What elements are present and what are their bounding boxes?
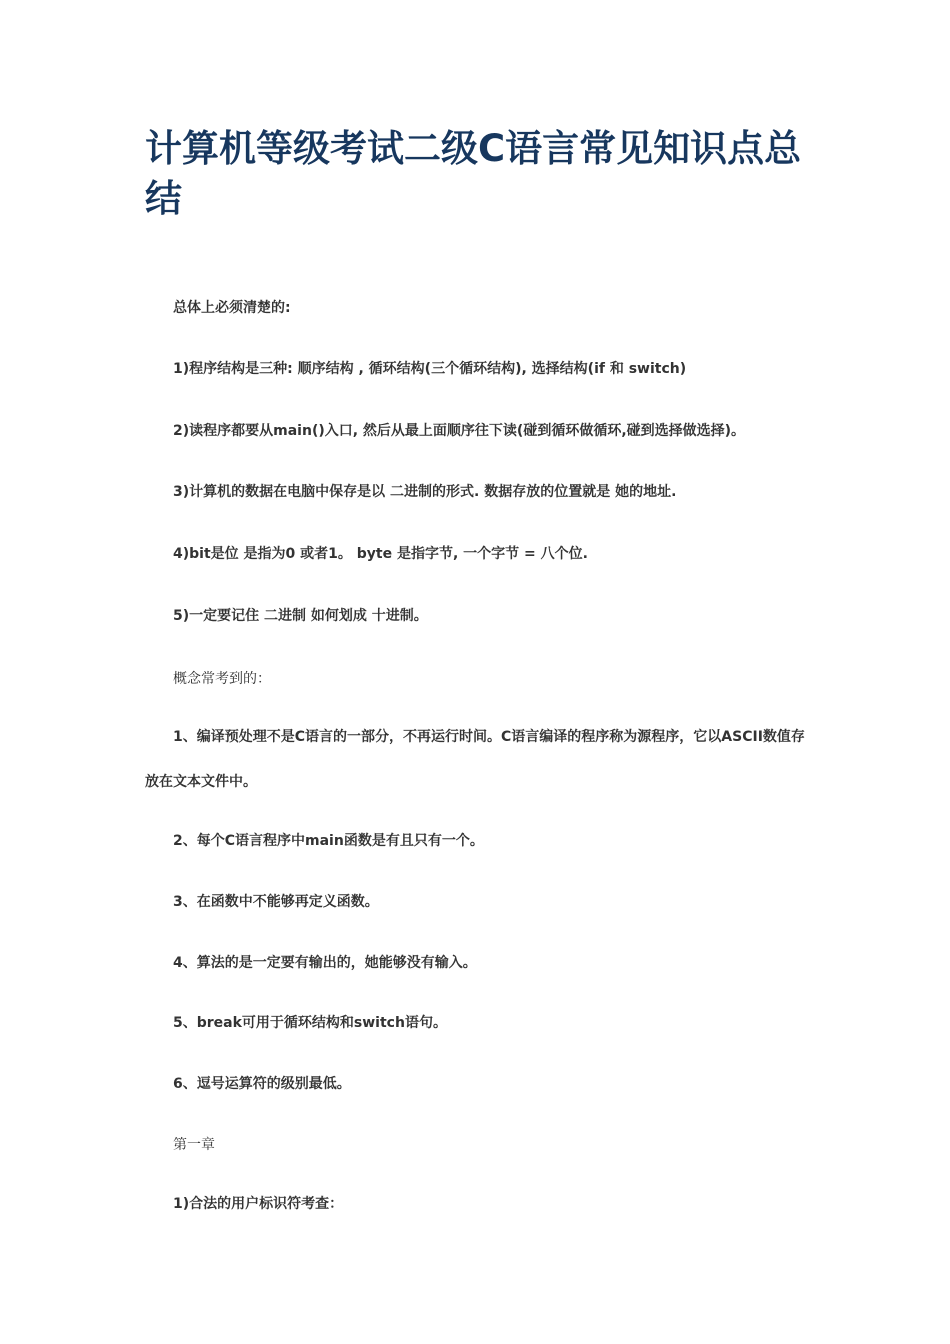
paragraph-item-2: 2)读程序都要从main()入口, 然后从最上面顺序往下读(碰到循环做循环,碰到选择做选择)。: [173, 423, 746, 439]
chapter-heading: 第一章: [173, 1137, 215, 1153]
page-title: 计算机等级考试二级C语言常见知识点总结: [145, 127, 802, 220]
paragraph-concept-3: 3、在函数中不能够再定义函数。: [173, 894, 379, 910]
paragraph-concept-5: 5、break可用于循环结构和switch语句。: [173, 1015, 447, 1031]
paragraph-concept-4: 4、算法的是一定要有输出的，她能够没有输入。: [173, 955, 477, 971]
paragraph-concept-6: 6、逗号运算符的级别最低。: [173, 1076, 351, 1092]
paragraph-item-5: 5)一定要记住 二进制 如何划成 十进制。: [173, 608, 428, 624]
paragraph-item-3: 3)计算机的数据在电脑中保存是以 二进制的形式. 数据存放的位置就是 她的地址.: [173, 484, 677, 500]
paragraph-chapter-item-1: 1)合法的用户标识符考查：: [173, 1196, 344, 1212]
paragraph-concepts-heading: 概念常考到的：: [173, 671, 271, 687]
paragraph-concept-1: 1、编译预处理不是C语言的一部分，不再运行时间。C语言编译的程序称为源程序，它以ASCII数值存放在文本文件中。: [145, 729, 805, 790]
paragraph-concept-2: 2、每个C语言程序中main函数是有且只有一个。: [173, 833, 484, 849]
paragraph-overview-heading: 总体上必须清楚的:: [173, 300, 291, 316]
paragraph-item-4: 4)bit是位 是指为0 或者1。 byte 是指字节, 一个字节 = 八个位.: [173, 546, 588, 562]
paragraph-item-1: 1)程序结构是三种: 顺序结构 , 循环结构(三个循环结构), 选择结构(if 和 switch): [173, 361, 687, 377]
